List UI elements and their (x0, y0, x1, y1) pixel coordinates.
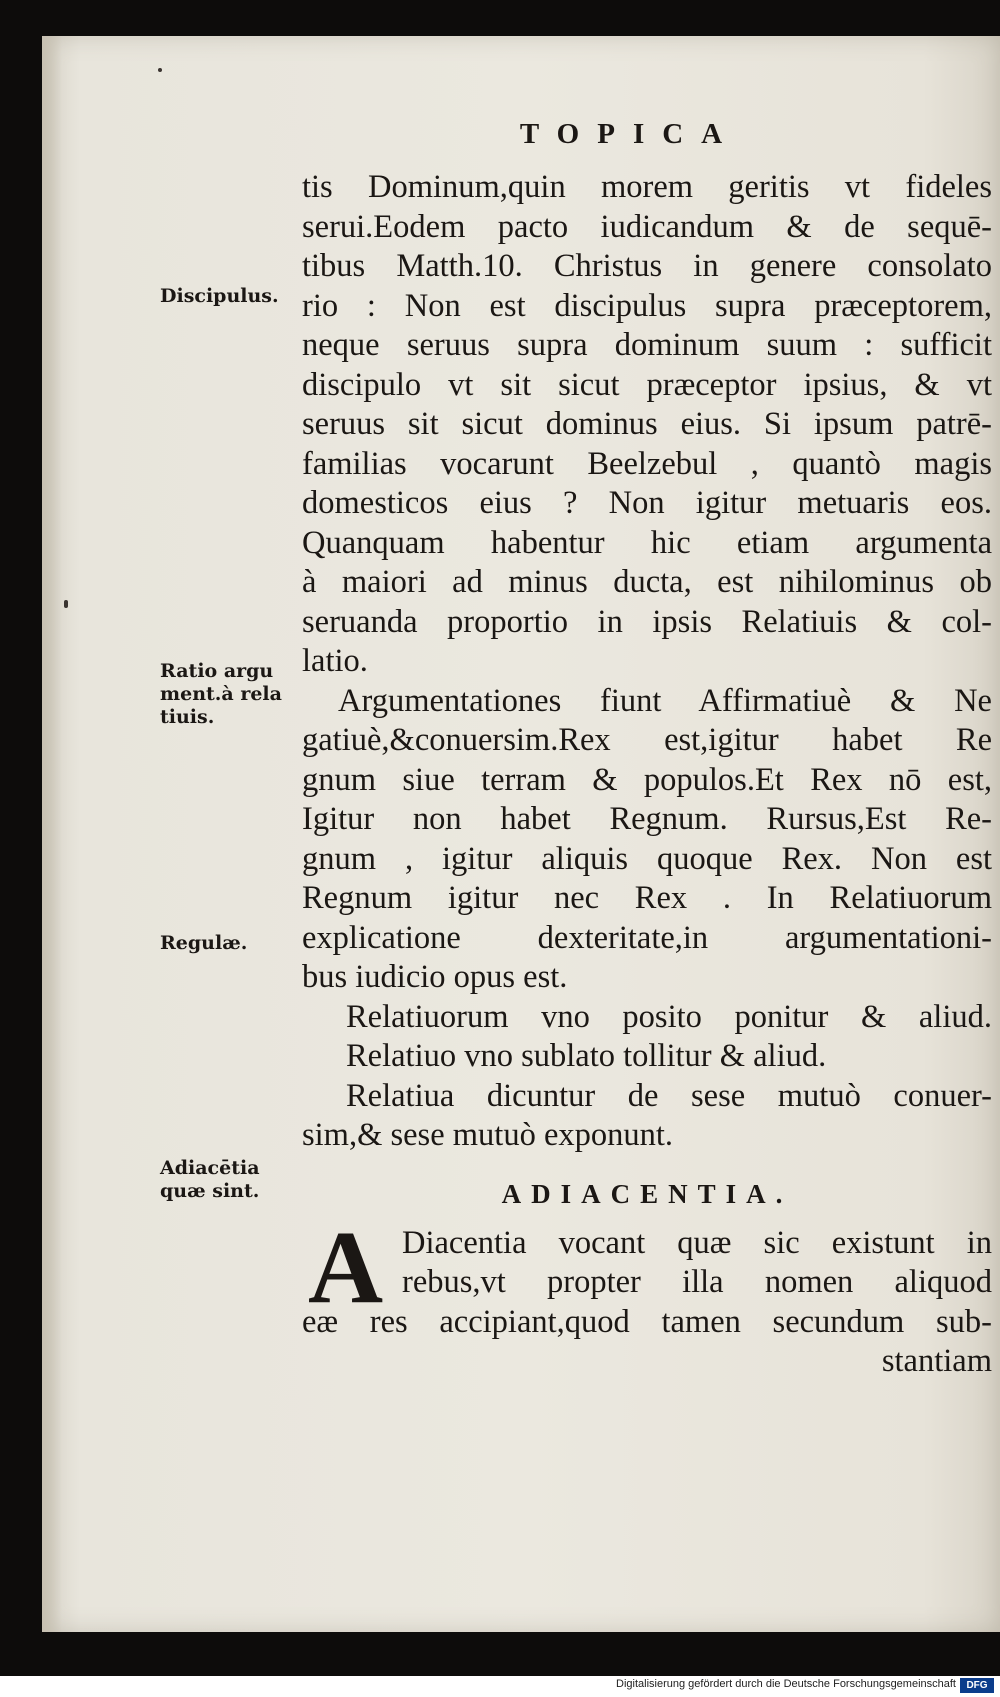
text-line: domesticos eius ? Non igitur metuaris eos. (302, 485, 992, 521)
dfg-logo: DFG (960, 1678, 994, 1693)
rules-list (302, 998, 992, 1156)
text-line: gatiuè,&conuersim.Rex est,igitur habet Re (302, 722, 992, 758)
section-heading: ADIACENTIA. (501, 1178, 793, 1209)
main-text-column (302, 168, 992, 1382)
text-line: rebus,vt propter illa nomen aliquod (402, 1264, 992, 1300)
text-line: Quanquam habentur hic etiam argumenta (302, 524, 992, 561)
marginal-note-line: tiuis. (160, 706, 215, 728)
funding-note: Digitalisierung gefördert durch die Deutsche Forschungsgemeinschaft (616, 1678, 956, 1690)
text-line: Diacentia vocant quæ sic existunt in (402, 1224, 992, 1261)
catchword: stantiam (881, 1343, 992, 1379)
text-line: tis Dominum,quin morem geritis vt fideles (302, 169, 992, 205)
marginal-note-line: Ratio argu (160, 660, 274, 682)
paragraph-adiacentia (302, 1209, 992, 1382)
rule-line: sim,& sese mutuò exponunt. (302, 1117, 674, 1153)
text-line: discipulo vt sit sicut præceptor ipsius, & vt (302, 366, 992, 403)
text-line: serui.Eodem pacto iudicandum & de sequē- (302, 208, 992, 245)
text-line: familias vocarunt Beelzebul , quantò magis (302, 445, 992, 482)
text-line: rio : Non est discipulus supra præceptorem, (302, 287, 992, 324)
ink-speck (158, 68, 162, 72)
marginal-note-regulae: Regulæ. (160, 932, 248, 954)
marginal-note-discipulus: Discipulus. (160, 285, 279, 307)
text-line: latio. (302, 643, 368, 679)
page-gutter-shadow (42, 36, 62, 1632)
text-line: seruanda proportio in ipsis Relatiuis & col- (302, 603, 992, 640)
text-line: Regnum igitur nec Rex . In Relatiuorum (302, 880, 992, 916)
paragraph-argumentationes (302, 682, 992, 998)
text-line: gnum siue terram & populos.Et Rex nō est, (302, 761, 992, 798)
text-line: à maiori ad minus ducta, est nihilominus ob (302, 564, 992, 600)
marginal-note-adiacentia (160, 1157, 310, 1203)
text-line: seruus sit sicut dominus eius. Si ipsum patrē- (302, 406, 992, 442)
marginal-note-ratio (160, 660, 310, 729)
running-head: TOPICA (519, 118, 741, 150)
rule-line: Relatiua dicuntur de sese mutuò conuer- (346, 1077, 992, 1114)
text-line: bus iudicio opus est. (302, 959, 568, 995)
text-line: Igitur non habet Regnum. Rursus,Est Re- (302, 801, 992, 837)
text-line: Argumentationes fiunt Affirmatiuè & Ne (338, 682, 992, 719)
marginal-note-line: ment.à rela (160, 683, 282, 705)
text-line: neque seruus supra dominum suum : sufficit (302, 327, 992, 363)
marginal-note-line: Adiacētia (160, 1157, 260, 1179)
text-line: eæ res accipiant,quod tamen secundum sub- (302, 1303, 992, 1340)
text-line: explicatione dexteritate,in argumentationi- (302, 919, 992, 956)
rule-line: Relatiuo vno sublato tollitur & aliud. (346, 1038, 827, 1074)
ink-speck (64, 600, 68, 608)
text-line: gnum , igitur aliquis quoque Rex. Non est (302, 840, 992, 877)
paragraph-relatives (302, 168, 992, 682)
text-line: tibus Matth.10. Christus in genere consolato (302, 248, 992, 284)
marginal-note-line: quæ sint. (160, 1180, 260, 1202)
drop-cap-initial: A (308, 1209, 384, 1325)
rule-line: Relatiuorum vno posito ponitur & aliud. (346, 998, 992, 1035)
